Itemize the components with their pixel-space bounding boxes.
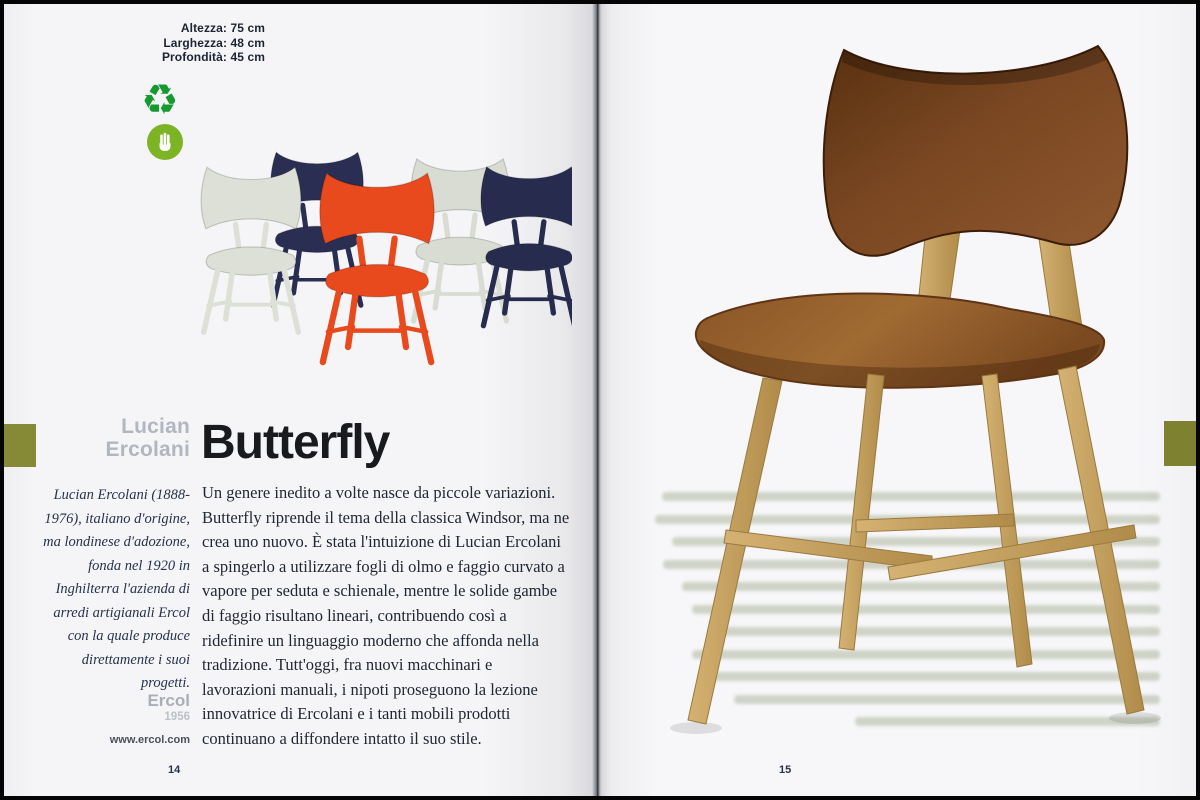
page-number-right: 15	[779, 764, 792, 776]
recycle-icon: ♻	[141, 75, 179, 124]
olive-accent-square-left	[4, 424, 36, 467]
butterfly-chair-photo	[630, 22, 1175, 750]
page-number-left: 14	[168, 764, 181, 776]
brand-block	[55, 692, 190, 746]
stretcher-left	[724, 530, 932, 570]
back-strut-right	[1038, 232, 1082, 327]
article-title: Butterfly	[201, 416, 390, 469]
spec-width: Larghezza: 48 cm	[163, 35, 265, 50]
brand-year: 1956	[164, 711, 190, 723]
book-gutter-shadow	[592, 4, 602, 796]
spec-depth: Profondità: 45 cm	[161, 50, 265, 64]
chairs-group-photo	[188, 138, 572, 376]
designer-bio: Lucian Ercolani (1888-1976), italiano d'origine, ma londinese d'adozione, fonda nel 1920 in Inghilterra l'azienda di arredi artigianali Ercol con la quale produce direttamente i suoi progetti.	[43, 487, 190, 691]
designer-name: Lucian Ercolani	[105, 415, 190, 461]
leg-front-left	[688, 378, 782, 724]
stretcher-center	[856, 514, 1014, 532]
brand-name: Ercol	[147, 691, 190, 710]
dimensions-block	[60, 21, 265, 65]
handmade-hand-icon	[147, 124, 183, 160]
article-body: Un genere inedito a volte nasce da piccole variazioni. Butterfly riprende il tema della classica Windsor, ma ne crea uno nuovo. È stata l'intuizione di Lucian Ercolani a spingerlo a utilizzare fogli di olmo e faggio curvato a vapore per seduta e schienale, mentre le solide gambe di faggio risultano lineari, contribuendo così a ridefinire un linguaggio moderno che affonda nella tradizione. Tutt'oggi, fra nuovi macchinari e lavorazioni manuali, i nipoti proseguono la lezione innovatrice di Ercolani e i tanti mobili prodotti continuano a diffondere intatto il suo stile.	[202, 483, 570, 748]
leg-back-left	[839, 374, 884, 650]
hand-glyph	[154, 131, 176, 153]
spec-height: Altezza: 75 cm	[180, 21, 265, 35]
brand-website: www.ercol.com	[109, 734, 190, 746]
